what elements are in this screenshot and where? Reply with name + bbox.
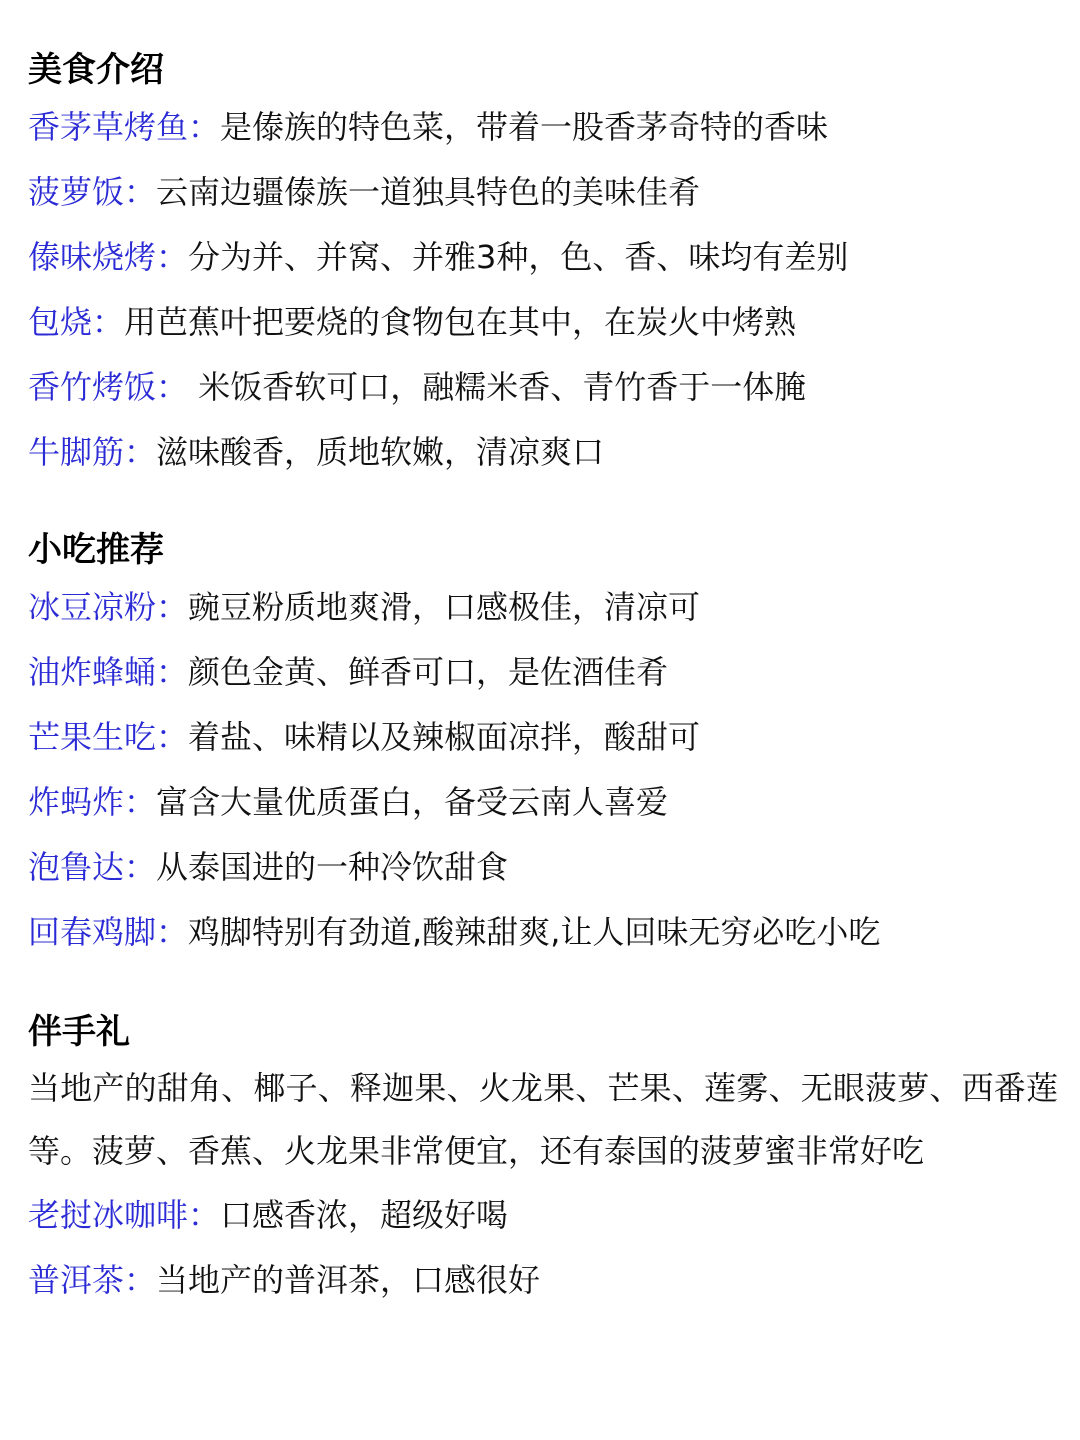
food-item-desc: 米饭香软可口，融糯米香、青竹香于一体腌: [188, 368, 807, 406]
gift-item: [28, 1183, 1058, 1248]
item-colon: ：: [124, 1261, 157, 1299]
item-colon: ：: [156, 653, 189, 691]
gift-item-name: 普洱茶: [28, 1261, 125, 1299]
food-item: [28, 225, 1058, 290]
food-item-desc: 用芭蕉叶把要烧的食物包在其中，在炭火中烤熟: [124, 303, 797, 341]
section-heading-gift: 伴手礼: [28, 1012, 130, 1052]
snack-item-name: 冰豆凉粉: [28, 588, 157, 626]
item-colon: ：: [156, 368, 189, 406]
item-colon: ：: [156, 238, 189, 276]
item-colon: ：: [156, 913, 189, 951]
food-item-desc: 云南边疆傣族一道独具特色的美味佳肴: [156, 173, 701, 211]
section-gift: [28, 1007, 1058, 1313]
food-item: [28, 355, 1058, 420]
gift-paragraph: 当地产的甜角、椰子、释迦果、火龙果、芒果、莲雾、无眼菠萝、西番莲等。菠萝、香蕉、火龙果非常便宜，还有泰国的菠萝蜜非常好吃: [28, 1069, 1058, 1170]
gift-item-name: 老挝冰咖啡: [28, 1196, 189, 1234]
item-colon: ：: [124, 173, 157, 211]
snack-item-desc: 从泰国进的一种冷饮甜食: [156, 848, 509, 886]
snack-item-desc: 富含大量优质蛋白，备受云南人喜爱: [156, 783, 669, 821]
food-item: [28, 95, 1058, 160]
snack-item: [28, 835, 1058, 900]
snack-item-name: 油炸蜂蛹: [28, 653, 157, 691]
item-colon: ：: [156, 718, 189, 756]
food-item-desc: 滋味酸香，质地软嫩，清凉爽口: [156, 433, 605, 471]
gift-item: [28, 1248, 1058, 1313]
snack-item-name: 芒果生吃: [28, 718, 157, 756]
food-item-desc: 分为并、并窝、并雅3种，色、香、味均有差别: [188, 238, 849, 276]
food-item-desc: 是傣族的特色菜，带着一股香茅奇特的香味: [220, 108, 829, 146]
gift-item-desc: 口感香浓，超级好喝: [220, 1196, 509, 1234]
food-item: [28, 160, 1058, 225]
snack-item-name: 泡鲁达: [28, 848, 125, 886]
section-heading-snack: 小吃推荐: [28, 530, 164, 570]
gift-item-desc: 当地产的普洱茶，口感很好: [156, 1261, 541, 1299]
section-snack: [28, 525, 1058, 965]
item-colon: ：: [124, 848, 157, 886]
snack-item-desc: 颜色金黄、鲜香可口，是佐酒佳肴: [188, 653, 669, 691]
food-item: [28, 290, 1058, 355]
food-item-name: 包烧: [28, 303, 93, 341]
section-food: [28, 45, 1058, 485]
snack-item: [28, 770, 1058, 835]
item-colon: ：: [124, 433, 157, 471]
snack-item-desc: 鸡脚特别有劲道,酸辣甜爽,让人回味无穷必吃小吃: [188, 913, 881, 951]
item-colon: ：: [92, 303, 125, 341]
snack-item-name: 炸蚂炸: [28, 783, 125, 821]
food-item-name: 香茅草烤鱼: [28, 108, 189, 146]
food-item-name: 牛脚筋: [28, 433, 125, 471]
snack-item: [28, 900, 1058, 965]
item-colon: ：: [124, 783, 157, 821]
snack-item: [28, 575, 1058, 640]
food-item-name: 菠萝饭: [28, 173, 125, 211]
food-item: [28, 420, 1058, 485]
food-item-name: 傣味烧烤: [28, 238, 157, 276]
snack-item: [28, 640, 1058, 705]
section-heading-food: 美食介绍: [28, 50, 164, 90]
snack-item-name: 回春鸡脚: [28, 913, 157, 951]
item-colon: ：: [188, 1196, 221, 1234]
snack-item-desc: 着盐、味精以及辣椒面凉拌，酸甜可: [188, 718, 701, 756]
snack-item: [28, 705, 1058, 770]
item-colon: ：: [156, 588, 189, 626]
food-item-name: 香竹烤饭: [28, 368, 157, 406]
item-colon: ：: [188, 108, 221, 146]
snack-item-desc: 豌豆粉质地爽滑，口感极佳，清凉可: [188, 588, 701, 626]
